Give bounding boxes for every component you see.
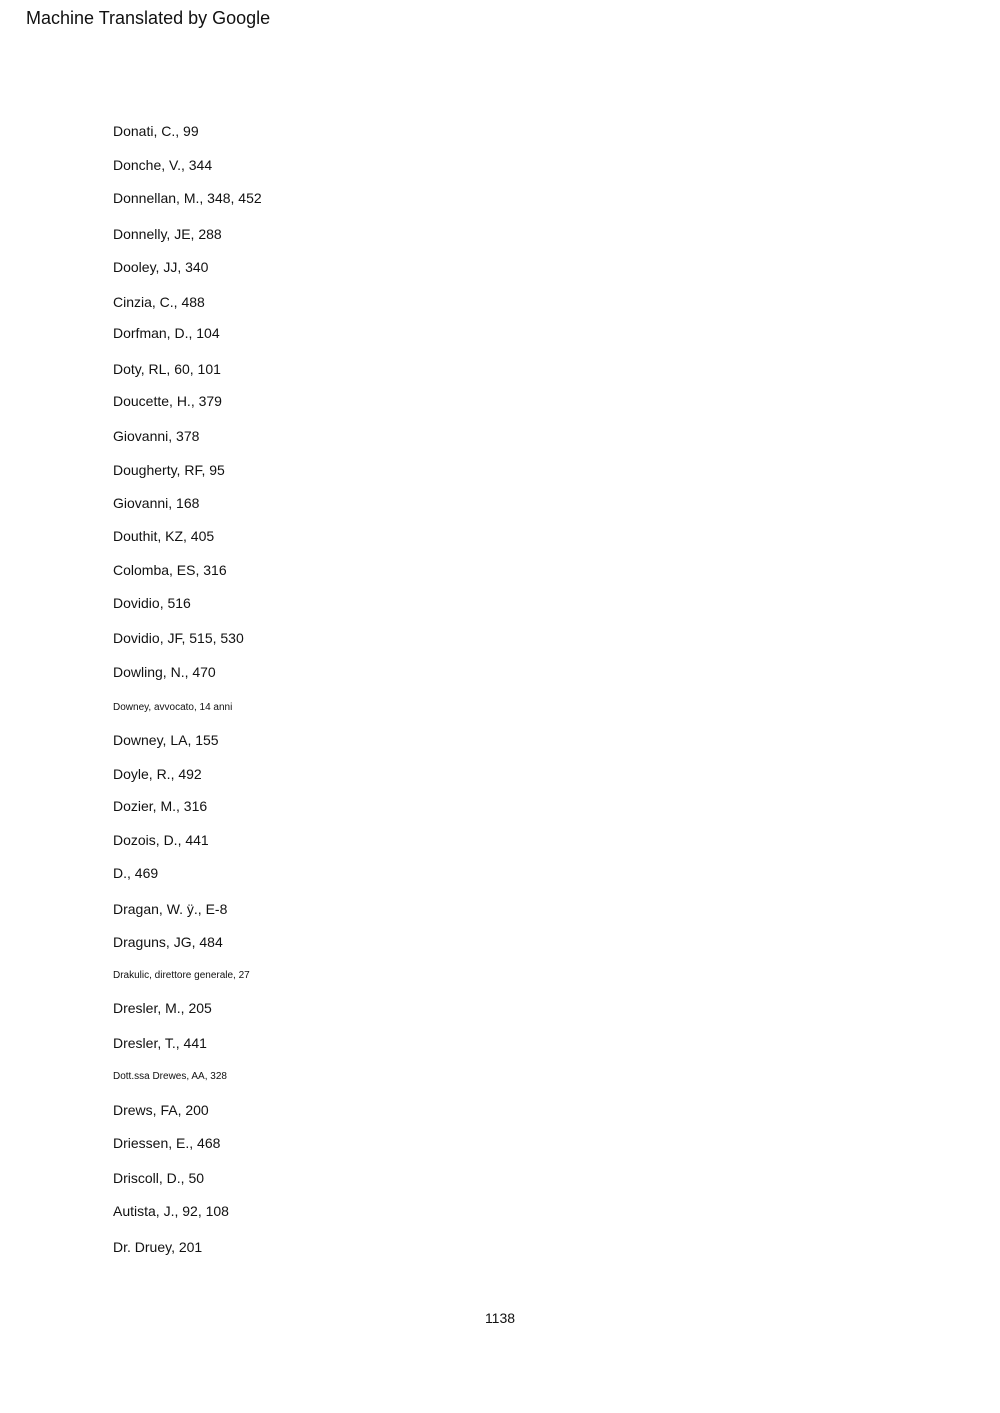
index-entry: Doyle, R., 492 [113,766,202,782]
index-entry: D., 469 [113,865,159,881]
index-entry: Dougherty, RF, 95 [113,462,225,478]
index-entry: Dowling, N., 470 [113,664,216,680]
index-entry: Driessen, E., 468 [113,1135,221,1151]
index-entry: Downey, LA, 155 [113,732,219,748]
index-entry: Donnelly, JE, 288 [113,226,222,242]
index-entry: Doty, RL, 60, 101 [113,361,221,377]
index-entry: Dozier, M., 316 [113,798,208,814]
index-entry: Donche, V., 344 [113,157,213,173]
index-entry-list [113,0,713,1300]
index-entry: Dott.ssa Drewes, AA, 328 [113,1071,227,1082]
index-entry: Doucette, H., 379 [113,393,222,409]
index-entry: Dorfman, D., 104 [113,325,220,341]
index-entry: Cinzia, C., 488 [113,294,205,310]
index-entry: Giovanni, 378 [113,428,200,444]
index-entry: Douthit, KZ, 405 [113,528,215,544]
index-entry: Donati, C., 99 [113,123,199,139]
index-entry: Dresler, T., 441 [113,1035,207,1051]
index-entry: Giovanni, 168 [113,495,200,511]
index-entry: Donnellan, M., 348, 452 [113,190,262,206]
index-entry: Downey, avvocato, 14 anni [113,702,233,713]
index-entry: Draguns, JG, 484 [113,934,223,950]
index-entry: Dozois, D., 441 [113,832,209,848]
index-entry: Colomba, ES, 316 [113,562,227,578]
index-entry: Dovidio, JF, 515, 530 [113,630,244,646]
index-entry: Dresler, M., 205 [113,1000,212,1016]
index-entry: Drews, FA, 200 [113,1102,209,1118]
index-entry: Dragan, W. ÿ., E-8 [113,901,228,917]
page-number: 1138 [484,1310,516,1326]
index-entry: Dr. Druey, 201 [113,1239,203,1255]
index-entry: Dovidio, 516 [113,595,191,611]
index-entry: Dooley, JJ, 340 [113,259,209,275]
index-entry: Drakulic, direttore generale, 27 [113,970,250,981]
index-entry: Autista, J., 92, 108 [113,1203,229,1219]
machine-translation-header: Machine Translated by Google [26,8,271,28]
index-entry: Driscoll, D., 50 [113,1170,205,1186]
